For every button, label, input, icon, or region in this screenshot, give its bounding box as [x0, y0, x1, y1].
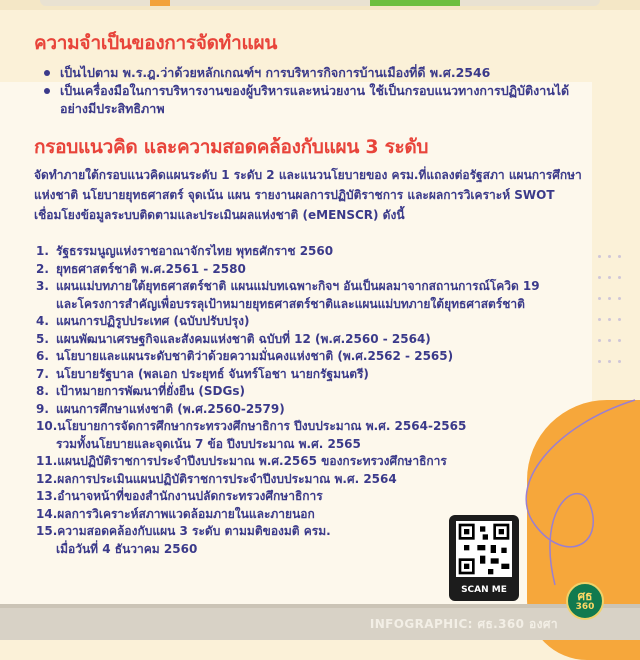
plan-list-item	[36, 366, 576, 384]
plan-number: 12.	[36, 471, 58, 486]
qr-code-icon	[456, 521, 512, 577]
plan-list-item	[36, 313, 576, 331]
plan-list-item	[36, 278, 576, 313]
plan-text: แผนแม่บทภายใต้ยุทธศาสตร์ชาติ แผนแม่บทเฉพาะกิจฯ อันเป็นผลมาจากสถานการณ์โควิด 19	[56, 279, 540, 293]
plan-text: นโยบายและแผนระดับชาติว่าด้วยความมั่นคงแห่งชาติ (พ.ศ.2562 - 2565)	[56, 349, 454, 363]
plan-text: อำนาจหน้าที่ของสำนักงานปลัดกระทรวงศึกษาธิการ	[57, 489, 323, 503]
need-heading: ความจำเป็นของการจัดทำแผน	[34, 32, 278, 54]
plan-number: 8.	[36, 384, 49, 398]
plan-text-continuation: เมื่อวันที่ 4 ธันวาคม 2560	[56, 541, 198, 556]
need-bullet: เป็นไปตาม พ.ร.ฎ.ว่าด้วยหลักเกณฑ์ฯ การบริหารกิจการบ้านเมืองที่ดี พ.ศ.2546	[44, 64, 584, 82]
plan-number: 9.	[36, 401, 49, 416]
plan-number: 3.	[36, 279, 49, 293]
plan-number: 7.	[36, 366, 49, 381]
plan-number: 11.	[36, 454, 58, 468]
need-bullet-list	[44, 64, 584, 118]
plan-text: ยุทธศาสตร์ชาติ พ.ศ.2561 - 2580	[56, 261, 246, 276]
plan-text: นโยบายรัฐบาล (พลเอก ประยุทธ์ จันทร์โอชา นายกรัฐมนตรี)	[56, 366, 369, 381]
footer-stripe	[0, 604, 640, 608]
plan-number: 13.	[36, 489, 58, 503]
orange-accent	[150, 0, 170, 6]
framework-heading: กรอบแนวคิด และความสอดคล้องกับแผน 3 ระดับ	[34, 136, 429, 158]
plan-number: 5.	[36, 331, 49, 346]
need-bullet: เป็นเครื่องมือในการบริหารงานของผู้บริหารและหน่วยงาน ใช้เป็นกรอบแนวทางการปฏิบัติงานได้อย่างมีประสิทธิภาพ	[44, 82, 584, 118]
ministry-logo	[566, 582, 604, 620]
plan-number: 10.	[36, 419, 58, 433]
plan-text: ผลการวิเคราะห์สภาพแวดล้อมภายในและภายนอก	[57, 506, 315, 521]
plan-number: 14.	[36, 506, 58, 521]
plan-list-item	[36, 348, 576, 366]
plan-number: 1.	[36, 244, 49, 258]
plan-list-item	[36, 243, 576, 261]
plan-text: แผนพัฒนาเศรษฐกิจและสังคมแห่งชาติ ฉบับที่ 12 (พ.ศ.2560 - 2564)	[56, 331, 431, 346]
plan-number: 2.	[36, 261, 49, 276]
infographic-credit: INFOGRAPHIC: ศธ.360 องศา	[369, 617, 558, 631]
plan-number: 15.	[36, 524, 58, 538]
scan-me-label: SCAN ME	[461, 585, 507, 595]
plan-text: แผนการปฏิรูปประเทศ (ฉบับปรับปรุง)	[56, 314, 250, 328]
framework-intro: จัดทำภายใต้กรอบแนวคิดแผนระดับ 1 ระดับ 2 และแนวนโยบายของ ครม.ที่แถลงต่อรัฐสภา แผนการศึกษาแห่งชาติ นโยบายยุทธศาสตร์ จุดเน้น แผน รายงานผลการปฏิบัติราชการ และผลการวิเคราะห์ SWOT เชื่อมโยงข้อมูลระบบติดตามและประเมินผลแห่งชาติ (eMENSCR) ดังนี้	[34, 168, 582, 222]
plan-text: เป้าหมายการพัฒนาที่ยั่งยืน (SDGs)	[56, 384, 245, 398]
plan-list-item	[36, 331, 576, 349]
plan-text-continuation: รวมทั้งนโยบายและจุดเน้น 7 ข้อ ปีงบประมาณ พ.ศ. 2565	[56, 436, 361, 451]
plan-text: นโยบายการจัดการศึกษากระทรวงศึกษาธิการ ปีงบประมาณ พ.ศ. 2564-2565	[57, 419, 467, 433]
decorative-dots	[598, 255, 634, 381]
footer-bar	[0, 604, 640, 640]
plan-text-continuation: และโครงการสำคัญเพื่อบรรลุเป้าหมายยุทธศาสตร์ชาติและแผนแม่บทภายใต้ยุทธศาสตร์ชาติ	[56, 296, 525, 311]
plan-text: ความสอดคล้องกับแผน 3 ระดับ ตามมติของมติ ครม.	[57, 524, 331, 538]
plan-number: 4.	[36, 314, 49, 328]
green-accent	[370, 0, 460, 6]
plan-text: ผลการประเมินแผนปฏิบัติราชการประจำปีงบประมาณ พ.ศ. 2564	[57, 471, 397, 486]
plan-text: แผนปฏิบัติราชการประจำปีงบประมาณ พ.ศ.2565 ของกระทรวงศึกษาธิการ	[57, 454, 447, 468]
logo-text: ศธ 360	[575, 589, 595, 612]
plan-list-item	[36, 261, 576, 279]
plan-text: แผนการศึกษาแห่งชาติ (พ.ศ.2560-2579)	[56, 401, 285, 416]
top-decoration-bar	[40, 0, 600, 6]
plan-number: 6.	[36, 349, 49, 363]
qr-code-card[interactable]	[449, 515, 519, 601]
plan-text: รัฐธรรมนูญแห่งราชอาณาจักรไทย พุทธศักราช 2560	[56, 244, 334, 258]
